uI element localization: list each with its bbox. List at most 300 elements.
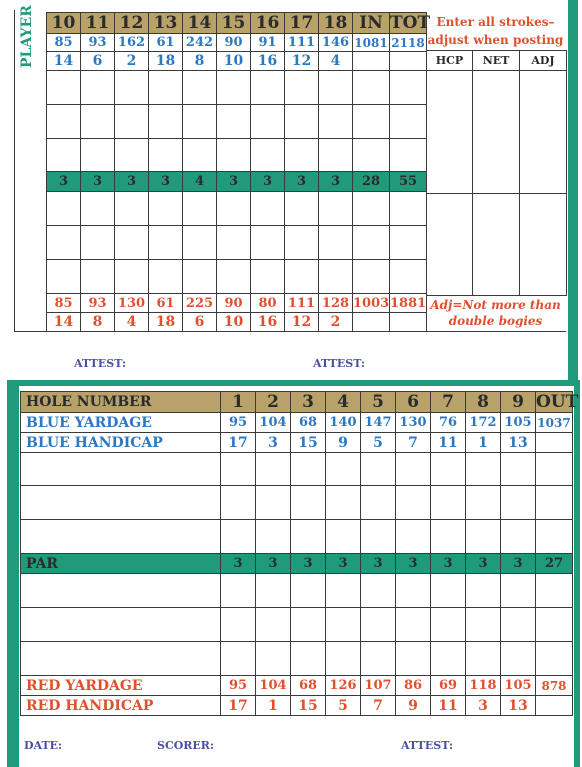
hole-number-cell: 5 — [361, 392, 396, 413]
red-yardage-cell: 126 — [326, 676, 361, 696]
score-cell[interactable] — [361, 486, 396, 520]
score-cell[interactable] — [431, 453, 466, 486]
score-cell[interactable] — [251, 71, 285, 105]
hole-number-cell: 16 — [251, 13, 285, 34]
score-cell[interactable] — [353, 226, 390, 260]
score-cell[interactable] — [361, 608, 396, 642]
score-cell[interactable] — [319, 139, 353, 172]
score-cell[interactable] — [47, 105, 81, 139]
score-cell[interactable] — [291, 574, 326, 608]
score-cell[interactable] — [536, 574, 573, 608]
score-cell[interactable] — [285, 71, 319, 105]
score-cell[interactable] — [291, 486, 326, 520]
score-cell[interactable] — [81, 105, 115, 139]
score-cell[interactable] — [217, 226, 251, 260]
par-label: PAR — [21, 554, 221, 574]
score-cell[interactable] — [291, 453, 326, 486]
par-cell: 3 — [326, 554, 361, 574]
hole-number-cell: 4 — [326, 392, 361, 413]
top-card-right-border — [568, 0, 578, 382]
score-cell[interactable] — [217, 105, 251, 139]
par-cell: 3 — [466, 554, 501, 574]
red-yardage-cell: 1003 — [353, 295, 390, 311]
blue-handicap-cell: 10 — [217, 52, 251, 71]
blue-yardage-cell: 68 — [291, 413, 326, 433]
score-cell[interactable] — [326, 608, 361, 642]
score-cell[interactable] — [256, 486, 291, 520]
hole-number-cell: 6 — [396, 392, 431, 413]
adjust-note-line1: Enter all strokes– — [436, 15, 555, 29]
score-cell[interactable] — [115, 226, 149, 260]
blue-yardage-cell: 162 — [115, 34, 149, 52]
score-cell[interactable] — [285, 192, 319, 226]
hole-number-cell: 14 — [183, 13, 217, 34]
score-cell[interactable] — [390, 139, 427, 172]
score-cell[interactable] — [431, 520, 466, 554]
red-yardage-cell: 69 — [431, 676, 466, 696]
score-cell[interactable] — [149, 139, 183, 172]
par-cell: 3 — [149, 172, 183, 192]
player-name-cell[interactable] — [21, 574, 221, 608]
score-cell[interactable] — [256, 520, 291, 554]
red-yardage-cell: 86 — [396, 676, 431, 696]
score-cell[interactable] — [115, 139, 149, 172]
red-handicap-cell — [353, 313, 390, 332]
score-cell[interactable] — [390, 192, 427, 226]
hole-number-cell: 12 — [115, 13, 149, 34]
blue-handicap-cell: 2 — [115, 52, 149, 71]
score-cell[interactable] — [319, 260, 353, 294]
blue-handicap-cell: 14 — [47, 52, 81, 71]
red-handicap-cell: 5 — [326, 696, 361, 716]
score-cell[interactable] — [115, 105, 149, 139]
player-row — [21, 642, 573, 676]
hole-number-label: HOLE NUMBER — [21, 392, 221, 413]
score-cell[interactable] — [319, 105, 353, 139]
hole-number-cell: 15 — [217, 13, 251, 34]
blue-handicap-cell: 6 — [81, 52, 115, 71]
player-row — [21, 520, 573, 554]
adjust-note-line2: adjust when posting — [427, 33, 564, 47]
score-cell[interactable] — [256, 453, 291, 486]
score-cell[interactable] — [466, 520, 501, 554]
score-cell[interactable] — [466, 642, 501, 676]
score-cell[interactable] — [291, 520, 326, 554]
player-name-cell[interactable] — [21, 642, 221, 676]
blue-yardage-cell: 111 — [285, 34, 319, 52]
blue-handicap-cell: 5 — [361, 433, 396, 453]
blue-yardage-cell: 172 — [466, 413, 501, 433]
blue-handicap-cell: 13 — [501, 433, 536, 453]
red-handicap-cell: 16 — [251, 313, 285, 332]
blue-handicap-cell: 4 — [319, 52, 353, 71]
player-row — [21, 608, 573, 642]
score-cell[interactable] — [466, 486, 501, 520]
blue-handicap-cell: 11 — [431, 433, 466, 453]
adjust-note — [427, 13, 564, 53]
score-cell[interactable] — [291, 642, 326, 676]
red-handicap-cell — [390, 313, 427, 332]
red-handicap-cell: 18 — [149, 313, 183, 332]
par-cell: 3 — [361, 554, 396, 574]
player-row — [47, 226, 427, 260]
par-cell: 3 — [431, 554, 466, 574]
par-cell: 3 — [221, 554, 256, 574]
score-cell[interactable] — [251, 192, 285, 226]
score-cell[interactable] — [466, 608, 501, 642]
score-cell[interactable] — [115, 260, 149, 294]
player-name-cell[interactable] — [21, 486, 221, 520]
hole-number-cell: IN — [353, 13, 390, 34]
blue-handicap-cell: 7 — [396, 433, 431, 453]
score-cell[interactable] — [431, 574, 466, 608]
par-cell: 55 — [390, 172, 427, 192]
net-cell[interactable] — [473, 194, 520, 296]
hcp-header: HCP — [427, 51, 473, 71]
blue-handicap-cell: 18 — [149, 52, 183, 71]
score-cell[interactable] — [536, 486, 573, 520]
red-yardage-cell: 68 — [291, 676, 326, 696]
red-yardage-cell: 225 — [183, 294, 217, 313]
score-cell[interactable] — [183, 71, 217, 105]
red-handicap-cell: 17 — [221, 696, 256, 716]
player-row — [47, 192, 427, 226]
hole-number-cell: TOT — [390, 13, 431, 33]
hcp-net-adj-grid — [426, 50, 567, 296]
par-cell: 3 — [115, 172, 149, 192]
blue-handicap-label: BLUE HANDICAP — [21, 433, 221, 453]
score-cell[interactable] — [221, 453, 256, 486]
score-cell[interactable] — [149, 71, 183, 105]
net-header: NET — [473, 51, 520, 71]
score-cell[interactable] — [501, 453, 536, 486]
blue-yardage-cell: 104 — [256, 413, 291, 433]
score-cell[interactable] — [81, 139, 115, 172]
attest-label-3: ATTEST: — [401, 739, 454, 752]
score-cell[interactable] — [466, 453, 501, 486]
blue-yardage-cell: 130 — [396, 413, 431, 433]
score-cell[interactable] — [536, 608, 573, 642]
hcp-cell[interactable] — [427, 71, 473, 194]
score-cell[interactable] — [183, 260, 217, 294]
red-yardage-cell: 130 — [115, 294, 149, 313]
adj-header: ADJ — [520, 51, 567, 71]
par-row — [47, 172, 427, 192]
red-yardage-cell: 878 — [536, 676, 573, 696]
blue-yardage-cell: 91 — [251, 34, 285, 52]
score-cell[interactable] — [251, 105, 285, 139]
hole-number-cell: 7 — [431, 392, 466, 413]
score-cell[interactable] — [251, 139, 285, 172]
back-nine-grid — [46, 12, 431, 332]
score-cell[interactable] — [431, 486, 466, 520]
blue-handicap-cell: 9 — [326, 433, 361, 453]
blue-yardage-cell: 95 — [221, 413, 256, 433]
score-cell[interactable] — [326, 574, 361, 608]
blue-yardage-row — [47, 34, 427, 52]
player-row — [47, 139, 427, 172]
par-cell: 3 — [291, 554, 326, 574]
score-cell[interactable] — [361, 574, 396, 608]
score-cell[interactable] — [353, 192, 390, 226]
hcp-cell[interactable] — [427, 194, 473, 296]
score-cell[interactable] — [361, 520, 396, 554]
score-cell[interactable] — [396, 608, 431, 642]
red-yardage-row — [47, 294, 427, 313]
player-label: PLAYER — [19, 5, 35, 68]
score-cell[interactable] — [149, 192, 183, 226]
score-cell[interactable] — [221, 608, 256, 642]
score-cell[interactable] — [361, 453, 396, 486]
score-cell[interactable] — [536, 642, 573, 676]
score-cell[interactable] — [221, 520, 256, 554]
red-yardage-label: RED YARDAGE — [21, 676, 221, 696]
score-cell[interactable] — [256, 608, 291, 642]
score-cell[interactable] — [256, 642, 291, 676]
score-cell[interactable] — [47, 71, 81, 105]
blue-yardage-cell: 140 — [326, 413, 361, 433]
score-cell[interactable] — [390, 226, 427, 260]
blue-yardage-cell: 2118 — [391, 35, 425, 50]
player-name-cell[interactable] — [21, 520, 221, 554]
score-cell[interactable] — [149, 105, 183, 139]
red-yardage-cell: 61 — [149, 294, 183, 313]
red-yardage-cell: 105 — [501, 676, 536, 696]
score-cell[interactable] — [431, 608, 466, 642]
player-name-cell[interactable] — [21, 453, 221, 486]
score-cell[interactable] — [536, 520, 573, 554]
adj-rule-line1: Adj=Not more than — [430, 298, 561, 312]
blue-handicap-cell: 12 — [285, 52, 319, 71]
par-cell: 28 — [353, 172, 390, 192]
blue-yardage-cell: 1081 — [354, 35, 388, 50]
score-cell[interactable] — [217, 71, 251, 105]
score-cell[interactable] — [326, 642, 361, 676]
score-cell[interactable] — [319, 192, 353, 226]
par-cell: 3 — [47, 172, 81, 192]
score-cell[interactable] — [47, 192, 81, 226]
par-cell: 3 — [396, 554, 431, 574]
red-yardage-cell: 111 — [285, 294, 319, 313]
score-cell[interactable] — [353, 139, 390, 172]
score-cell[interactable] — [47, 226, 81, 260]
adj-cell[interactable] — [520, 71, 567, 194]
score-cell[interactable] — [183, 226, 217, 260]
red-handicap-cell: 2 — [319, 313, 353, 332]
blue-yardage-cell: 76 — [431, 413, 466, 433]
score-cell[interactable] — [501, 574, 536, 608]
red-yardage-cell: 80 — [251, 294, 285, 313]
blue-yardage-cell: 93 — [81, 34, 115, 52]
blue-handicap-cell: 1 — [466, 433, 501, 453]
hcp-bottom-line — [14, 331, 566, 332]
par-cell: 4 — [183, 172, 217, 192]
blue-handicap-row — [47, 52, 427, 71]
attest-label-2: ATTEST: — [313, 357, 366, 370]
red-handicap-label: RED HANDICAP — [21, 696, 221, 716]
score-cell[interactable] — [431, 642, 466, 676]
hole-number-cell: 2 — [256, 392, 291, 413]
score-cell[interactable] — [326, 453, 361, 486]
score-cell[interactable] — [115, 71, 149, 105]
score-cell[interactable] — [251, 226, 285, 260]
adj-rule-note — [427, 297, 564, 329]
front-nine-grid — [20, 391, 579, 716]
score-cell[interactable] — [183, 105, 217, 139]
score-cell[interactable] — [47, 139, 81, 172]
score-cell[interactable] — [353, 105, 390, 139]
blue-handicap-row — [21, 433, 573, 453]
red-yardage-row — [21, 676, 573, 696]
score-cell[interactable] — [217, 139, 251, 172]
scorer-label: SCORER: — [157, 739, 215, 752]
adj-rule-line2: double bogies — [448, 314, 543, 328]
score-cell[interactable] — [353, 71, 390, 105]
blue-yardage-row — [21, 413, 573, 433]
score-cell[interactable] — [396, 642, 431, 676]
par-cell: 3 — [251, 172, 285, 192]
score-cell[interactable] — [285, 139, 319, 172]
score-cell[interactable] — [221, 486, 256, 520]
blue-yardage-cell: 105 — [501, 413, 536, 433]
red-handicap-cell: 1 — [256, 696, 291, 716]
score-cell[interactable] — [390, 105, 427, 139]
score-cell[interactable] — [285, 260, 319, 294]
par-cell: 27 — [536, 554, 573, 574]
red-yardage-cell: 128 — [319, 294, 353, 313]
score-cell[interactable] — [183, 139, 217, 172]
red-handicap-cell: 4 — [115, 313, 149, 332]
blue-handicap-cell: 15 — [291, 433, 326, 453]
red-handicap-cell: 6 — [183, 313, 217, 332]
score-cell[interactable] — [536, 453, 573, 486]
blue-yardage-cell: 85 — [47, 34, 81, 52]
score-cell[interactable] — [47, 260, 81, 294]
score-cell[interactable] — [396, 453, 431, 486]
score-cell[interactable] — [221, 574, 256, 608]
adj-cell[interactable] — [520, 194, 567, 296]
player-row — [47, 105, 427, 139]
score-cell[interactable] — [149, 260, 183, 294]
par-row — [21, 554, 573, 574]
player-name-cell[interactable] — [21, 608, 221, 642]
score-cell[interactable] — [466, 574, 501, 608]
blue-yardage-cell: 90 — [217, 34, 251, 52]
par-cell: 3 — [81, 172, 115, 192]
red-handicap-cell — [536, 696, 573, 716]
red-handicap-cell: 3 — [466, 696, 501, 716]
hole-number-cell: 18 — [319, 13, 353, 34]
score-cell[interactable] — [81, 226, 115, 260]
par-cell: 3 — [285, 172, 319, 192]
player-row — [21, 574, 573, 608]
score-cell[interactable] — [501, 608, 536, 642]
score-cell[interactable] — [361, 642, 396, 676]
blue-handicap-cell: 17 — [221, 433, 256, 453]
red-yardage-cell: 95 — [221, 676, 256, 696]
red-handicap-row — [47, 313, 427, 332]
par-cell: 3 — [501, 554, 536, 574]
score-cell[interactable] — [251, 260, 285, 294]
score-cell[interactable] — [396, 574, 431, 608]
blue-yardage-cell: 1037 — [536, 413, 573, 433]
score-cell[interactable] — [319, 71, 353, 105]
red-yardage-cell: 93 — [81, 294, 115, 313]
score-cell[interactable] — [396, 486, 431, 520]
score-cell[interactable] — [81, 192, 115, 226]
blue-handicap-cell: 3 — [256, 433, 291, 453]
net-cell[interactable] — [473, 71, 520, 194]
hole-number-cell: 17 — [285, 13, 319, 34]
score-cell[interactable] — [501, 520, 536, 554]
red-yardage-cell: 107 — [361, 676, 396, 696]
date-label: DATE: — [24, 739, 63, 752]
blue-handicap-cell — [536, 433, 573, 453]
blue-yardage-cell: 147 — [361, 413, 396, 433]
blue-yardage-cell: 61 — [149, 34, 183, 52]
score-cell[interactable] — [285, 226, 319, 260]
par-cell: 3 — [256, 554, 291, 574]
red-handicap-cell: 9 — [396, 696, 431, 716]
player-row — [47, 260, 427, 294]
score-cell[interactable] — [353, 260, 390, 294]
player-row — [21, 486, 573, 520]
red-handicap-cell: 13 — [501, 696, 536, 716]
score-cell[interactable] — [390, 71, 427, 105]
score-cell[interactable] — [291, 608, 326, 642]
score-cell[interactable] — [217, 260, 251, 294]
score-cell[interactable] — [396, 520, 431, 554]
score-cell[interactable] — [183, 192, 217, 226]
blue-handicap-cell: 16 — [251, 52, 285, 71]
score-cell[interactable] — [149, 226, 183, 260]
hole-number-row — [21, 392, 573, 413]
red-handicap-cell: 12 — [285, 313, 319, 332]
score-cell[interactable] — [81, 260, 115, 294]
score-cell[interactable] — [326, 520, 361, 554]
hole-number-cell: 8 — [466, 392, 501, 413]
score-cell[interactable] — [501, 642, 536, 676]
score-cell[interactable] — [221, 642, 256, 676]
score-cell[interactable] — [326, 486, 361, 520]
red-handicap-row — [21, 696, 573, 716]
hole-number-cell: 3 — [291, 392, 326, 413]
hole-number-cell: 13 — [149, 13, 183, 34]
red-handicap-cell: 10 — [217, 313, 251, 332]
hole-number-cell: OUT — [536, 392, 579, 412]
red-yardage-cell: 85 — [47, 294, 81, 313]
score-cell[interactable] — [115, 192, 149, 226]
blue-yardage-cell: 146 — [319, 34, 353, 52]
score-cell[interactable] — [285, 105, 319, 139]
blue-handicap-cell — [353, 52, 390, 71]
hole-number-cell: 9 — [501, 392, 536, 413]
score-cell[interactable] — [81, 71, 115, 105]
score-cell[interactable] — [256, 574, 291, 608]
hole-number-cell: 10 — [47, 13, 81, 34]
score-cell[interactable] — [390, 260, 427, 294]
blue-yardage-cell: 242 — [183, 34, 217, 52]
blue-handicap-cell: 8 — [183, 52, 217, 71]
red-handicap-cell: 11 — [431, 696, 466, 716]
blue-yardage-label: BLUE YARDAGE — [21, 413, 221, 433]
score-cell[interactable] — [319, 226, 353, 260]
red-handicap-cell: 7 — [361, 696, 396, 716]
score-cell[interactable] — [217, 192, 251, 226]
score-cell[interactable] — [501, 486, 536, 520]
hole-number-cell: 1 — [221, 392, 256, 413]
attest-label-1: ATTEST: — [74, 357, 127, 370]
